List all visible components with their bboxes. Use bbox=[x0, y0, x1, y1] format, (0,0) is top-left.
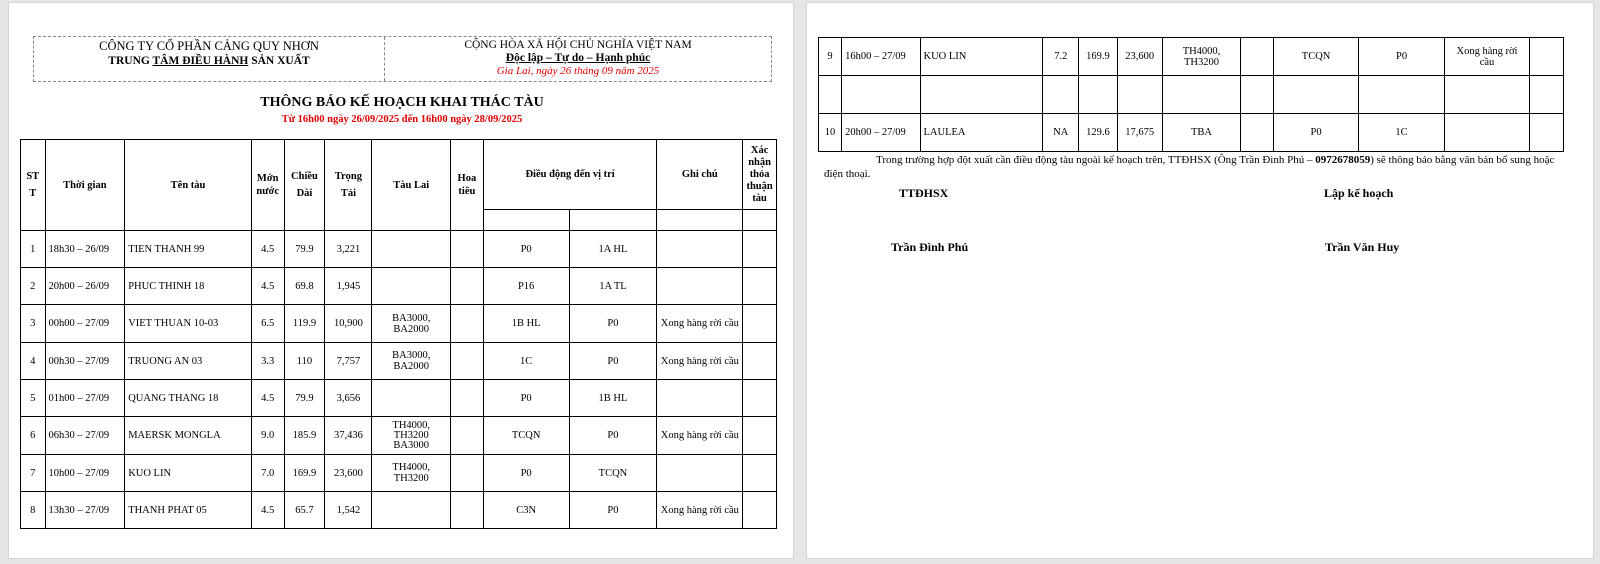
table-row bbox=[21, 231, 777, 268]
header-note-sub bbox=[657, 210, 743, 231]
center-underlined: TÂM ĐIỀU HÀNH bbox=[152, 55, 249, 67]
cell-confirm bbox=[743, 231, 777, 268]
cell-dwt: 3,656 bbox=[325, 380, 372, 417]
cell-pilot bbox=[451, 380, 484, 417]
table-row bbox=[21, 268, 777, 305]
cell-pilot bbox=[1241, 76, 1274, 114]
cell-to: P0 bbox=[569, 343, 657, 380]
cell-length: 119.9 bbox=[284, 305, 325, 343]
cell-draft: 7.0 bbox=[251, 455, 284, 492]
cell-time: 10h00 – 27/09 bbox=[45, 455, 125, 492]
table-row bbox=[21, 417, 777, 455]
cell-draft: 4.5 bbox=[251, 492, 284, 529]
cell-to: 1C bbox=[1358, 114, 1444, 152]
cell-dwt: 3,221 bbox=[325, 231, 372, 268]
cell-tug bbox=[372, 231, 451, 268]
cell-length: 110 bbox=[284, 343, 325, 380]
cell-pilot bbox=[451, 492, 484, 529]
cell-note: Xong hàng rời cầu bbox=[657, 343, 743, 380]
cell-confirm bbox=[743, 343, 777, 380]
cell-note: Xong hàng rời cầu bbox=[657, 492, 743, 529]
cell-ship: KUO LIN bbox=[125, 455, 252, 492]
cell-to: P0 bbox=[569, 417, 657, 455]
cell-stt: 7 bbox=[21, 455, 46, 492]
cell-note bbox=[657, 380, 743, 417]
cell-note: Xong hàng rời cầu bbox=[657, 417, 743, 455]
cell-note: Xong hàng rời cầu bbox=[657, 305, 743, 343]
cell-draft: 4.5 bbox=[251, 231, 284, 268]
cell-pilot bbox=[451, 231, 484, 268]
cell-time: 20h00 – 27/09 bbox=[842, 114, 920, 152]
header-time: Thời gian bbox=[45, 140, 125, 231]
cell-time: 13h30 – 27/09 bbox=[45, 492, 125, 529]
cell-confirm bbox=[1529, 114, 1563, 152]
cell-length: 65.7 bbox=[284, 492, 325, 529]
cell-stt: 6 bbox=[21, 417, 46, 455]
cell-dwt: 23,600 bbox=[1117, 38, 1162, 76]
cell-to: 1B HL bbox=[569, 380, 657, 417]
cell-pilot bbox=[451, 455, 484, 492]
cell-pilot bbox=[1241, 114, 1274, 152]
header-tug: Tàu Lai bbox=[372, 140, 451, 231]
cell-note bbox=[657, 455, 743, 492]
cell-note bbox=[1445, 76, 1529, 114]
cell-draft: 3.3 bbox=[251, 343, 284, 380]
header-pilot: Hoa tiêu bbox=[451, 140, 484, 231]
center-prefix: TRUNG bbox=[108, 55, 153, 67]
contingency-note bbox=[824, 153, 1564, 181]
motto bbox=[385, 52, 771, 65]
cell-ship: LAULEA bbox=[920, 114, 1043, 152]
center-suffix: SẢN XUẤT bbox=[248, 55, 310, 67]
cell-tug bbox=[372, 492, 451, 529]
cell-to: 1A HL bbox=[569, 231, 657, 268]
document-title: THÔNG BÁO KẾ HOẠCH KHAI THÁC TÀU bbox=[260, 95, 544, 110]
document-date: Gia Lai, ngày 26 tháng 09 năm 2025 bbox=[496, 65, 660, 77]
header-tonnage: Trọng Tải bbox=[325, 140, 372, 231]
cell-stt: 5 bbox=[21, 380, 46, 417]
cell-length bbox=[1079, 76, 1117, 114]
cell-dwt: 1,945 bbox=[325, 268, 372, 305]
cell-stt: 2 bbox=[21, 268, 46, 305]
letterhead-company-block bbox=[34, 37, 385, 81]
table-row bbox=[819, 114, 1564, 152]
header-note: Ghi chú bbox=[657, 140, 743, 210]
cell-time: 01h00 – 27/09 bbox=[45, 380, 125, 417]
cell-ship bbox=[920, 76, 1043, 114]
signature-role-left: TTĐHSX bbox=[899, 186, 949, 200]
cell-draft: 4.5 bbox=[251, 268, 284, 305]
cell-note bbox=[657, 268, 743, 305]
cell-ship: PHUC THINH 18 bbox=[125, 268, 252, 305]
cell-ship: TRUONG AN 03 bbox=[125, 343, 252, 380]
table-row-empty bbox=[819, 76, 1564, 114]
cell-to: P0 bbox=[569, 492, 657, 529]
cell-dwt: 23,600 bbox=[325, 455, 372, 492]
table-row bbox=[21, 380, 777, 417]
letterhead bbox=[33, 36, 772, 82]
cell-dwt bbox=[1117, 76, 1162, 114]
cell-from: 1B HL bbox=[483, 305, 569, 343]
signature-role-right: Lập kế hoạch bbox=[1324, 186, 1394, 200]
header-confirm-sub bbox=[743, 210, 777, 231]
cell-length: 169.9 bbox=[1079, 38, 1117, 76]
cell-note bbox=[1445, 114, 1529, 152]
cell-from bbox=[1274, 76, 1358, 114]
cell-from: C3N bbox=[483, 492, 569, 529]
header-length: Chiều Dài bbox=[284, 140, 325, 231]
cell-draft: 9.0 bbox=[251, 417, 284, 455]
cell-draft: 6.5 bbox=[251, 305, 284, 343]
cell-confirm bbox=[743, 417, 777, 455]
cell-dwt: 10,900 bbox=[325, 305, 372, 343]
cell-ship: KUO LIN bbox=[920, 38, 1043, 76]
company-name: CÔNG TY CỔ PHẦN CẢNG QUY NHƠN bbox=[99, 39, 319, 53]
cell-stt: 10 bbox=[819, 114, 842, 152]
header-move-to: Điều động đến vị trí bbox=[483, 140, 657, 210]
cell-pilot bbox=[1241, 38, 1274, 76]
cell-to bbox=[1358, 76, 1444, 114]
cell-to: 1A TL bbox=[569, 268, 657, 305]
cell-tug bbox=[1162, 76, 1240, 114]
cell-to: P0 bbox=[1358, 38, 1444, 76]
cell-confirm bbox=[1529, 76, 1563, 114]
cell-stt: 3 bbox=[21, 305, 46, 343]
cell-draft: NA bbox=[1043, 114, 1079, 152]
note-phone: 0972678059 bbox=[1315, 154, 1371, 166]
document-subtitle: Từ 16h00 ngày 26/09/2025 đến 16h00 ngày 28/09/2025 bbox=[281, 114, 523, 125]
cell-from: P16 bbox=[483, 268, 569, 305]
cell-ship: MAERSK MONGLA bbox=[125, 417, 252, 455]
cell-pilot bbox=[451, 417, 484, 455]
cell-note bbox=[657, 231, 743, 268]
cell-time: 20h00 – 26/09 bbox=[45, 268, 125, 305]
cell-stt bbox=[819, 76, 842, 114]
cell-draft: 7.2 bbox=[1043, 38, 1079, 76]
cell-tug: TH4000, TH3200 BA3000 bbox=[372, 417, 451, 455]
cell-to: TCQN bbox=[569, 455, 657, 492]
cell-confirm bbox=[743, 268, 777, 305]
cell-tug bbox=[372, 380, 451, 417]
cell-length: 79.9 bbox=[284, 231, 325, 268]
cell-tug: TH4000, TH3200 bbox=[1162, 38, 1240, 76]
table-row bbox=[819, 38, 1564, 76]
cell-dwt: 1,542 bbox=[325, 492, 372, 529]
signature-name-left: Trần Đình Phú bbox=[891, 240, 969, 254]
document-page-1 bbox=[8, 2, 794, 559]
header-move-from bbox=[483, 210, 569, 231]
nation-name: CỘNG HÒA XÃ HỘI CHỦ NGHĨA VIỆT NAM bbox=[464, 39, 692, 51]
header-draft: Mớn nước bbox=[251, 140, 284, 231]
cell-stt: 8 bbox=[21, 492, 46, 529]
motto-text: Độc lập – Tự do – Hạnh phúc bbox=[505, 52, 651, 64]
note-text-2: ) sẽ thông báo bằng văn bản bổ sung hoặc điện thoại. bbox=[824, 154, 1555, 180]
cell-from: TCQN bbox=[483, 417, 569, 455]
cell-pilot bbox=[451, 343, 484, 380]
cell-length: 185.9 bbox=[284, 417, 325, 455]
cell-confirm bbox=[743, 305, 777, 343]
cell-to: P0 bbox=[569, 305, 657, 343]
cell-pilot bbox=[451, 305, 484, 343]
cell-time: 06h30 – 27/09 bbox=[45, 417, 125, 455]
table-row bbox=[21, 343, 777, 380]
cell-length: 169.9 bbox=[284, 455, 325, 492]
cell-from: P0 bbox=[483, 380, 569, 417]
cell-note: Xong hàng rời cầu bbox=[1445, 38, 1529, 76]
document-page-2 bbox=[806, 2, 1594, 559]
header-ship-name: Tên tàu bbox=[125, 140, 252, 231]
cell-tug bbox=[372, 268, 451, 305]
table-row bbox=[21, 305, 777, 343]
cell-dwt: 17,675 bbox=[1117, 114, 1162, 152]
header-move-to-sub bbox=[569, 210, 657, 231]
cell-ship: QUANG THANG 18 bbox=[125, 380, 252, 417]
cell-tug: BA3000, BA2000 bbox=[372, 305, 451, 343]
cell-from: TCQN bbox=[1274, 38, 1358, 76]
cell-time: 00h00 – 27/09 bbox=[45, 305, 125, 343]
schedule-table bbox=[20, 139, 777, 529]
cell-dwt: 37,436 bbox=[325, 417, 372, 455]
center-name bbox=[34, 54, 384, 68]
signature-name-right: Trần Văn Huy bbox=[1325, 240, 1400, 254]
cell-draft: 4.5 bbox=[251, 380, 284, 417]
cell-length: 79.9 bbox=[284, 380, 325, 417]
cell-confirm bbox=[743, 492, 777, 529]
header-confirm: Xác nhận thỏa thuận tàu bbox=[743, 140, 777, 210]
cell-tug: BA3000, BA2000 bbox=[372, 343, 451, 380]
cell-ship: THANH PHAT 05 bbox=[125, 492, 252, 529]
cell-length: 69.8 bbox=[284, 268, 325, 305]
cell-time bbox=[842, 76, 920, 114]
schedule-table-continued bbox=[818, 37, 1564, 152]
table-row bbox=[21, 455, 777, 492]
cell-confirm bbox=[1529, 38, 1563, 76]
table-row bbox=[21, 492, 777, 529]
cell-time: 18h30 – 26/09 bbox=[45, 231, 125, 268]
cell-stt: 9 bbox=[819, 38, 842, 76]
cell-draft bbox=[1043, 76, 1079, 114]
cell-from: P0 bbox=[483, 231, 569, 268]
cell-ship: TIEN THANH 99 bbox=[125, 231, 252, 268]
cell-time: 00h30 – 27/09 bbox=[45, 343, 125, 380]
cell-from: P0 bbox=[1274, 114, 1358, 152]
cell-tug: TH4000, TH3200 bbox=[372, 455, 451, 492]
cell-stt: 1 bbox=[21, 231, 46, 268]
cell-pilot bbox=[451, 268, 484, 305]
note-text-1: Trong trường hợp đột xuất cần điều động tàu ngoài kế hoạch trên, TTĐHSX (Ông Trần Đình Phú – bbox=[876, 154, 1316, 166]
cell-from: 1C bbox=[483, 343, 569, 380]
cell-tug: TBA bbox=[1162, 114, 1240, 152]
cell-ship: VIET THUAN 10-03 bbox=[125, 305, 252, 343]
table-header-row bbox=[21, 140, 777, 210]
header-stt: ST T bbox=[21, 140, 46, 231]
cell-dwt: 7,757 bbox=[325, 343, 372, 380]
cell-stt: 4 bbox=[21, 343, 46, 380]
cell-length: 129.6 bbox=[1079, 114, 1117, 152]
cell-from: P0 bbox=[483, 455, 569, 492]
cell-time: 16h00 – 27/09 bbox=[842, 38, 920, 76]
cell-confirm bbox=[743, 380, 777, 417]
cell-confirm bbox=[743, 455, 777, 492]
letterhead-nation-block bbox=[385, 37, 771, 81]
